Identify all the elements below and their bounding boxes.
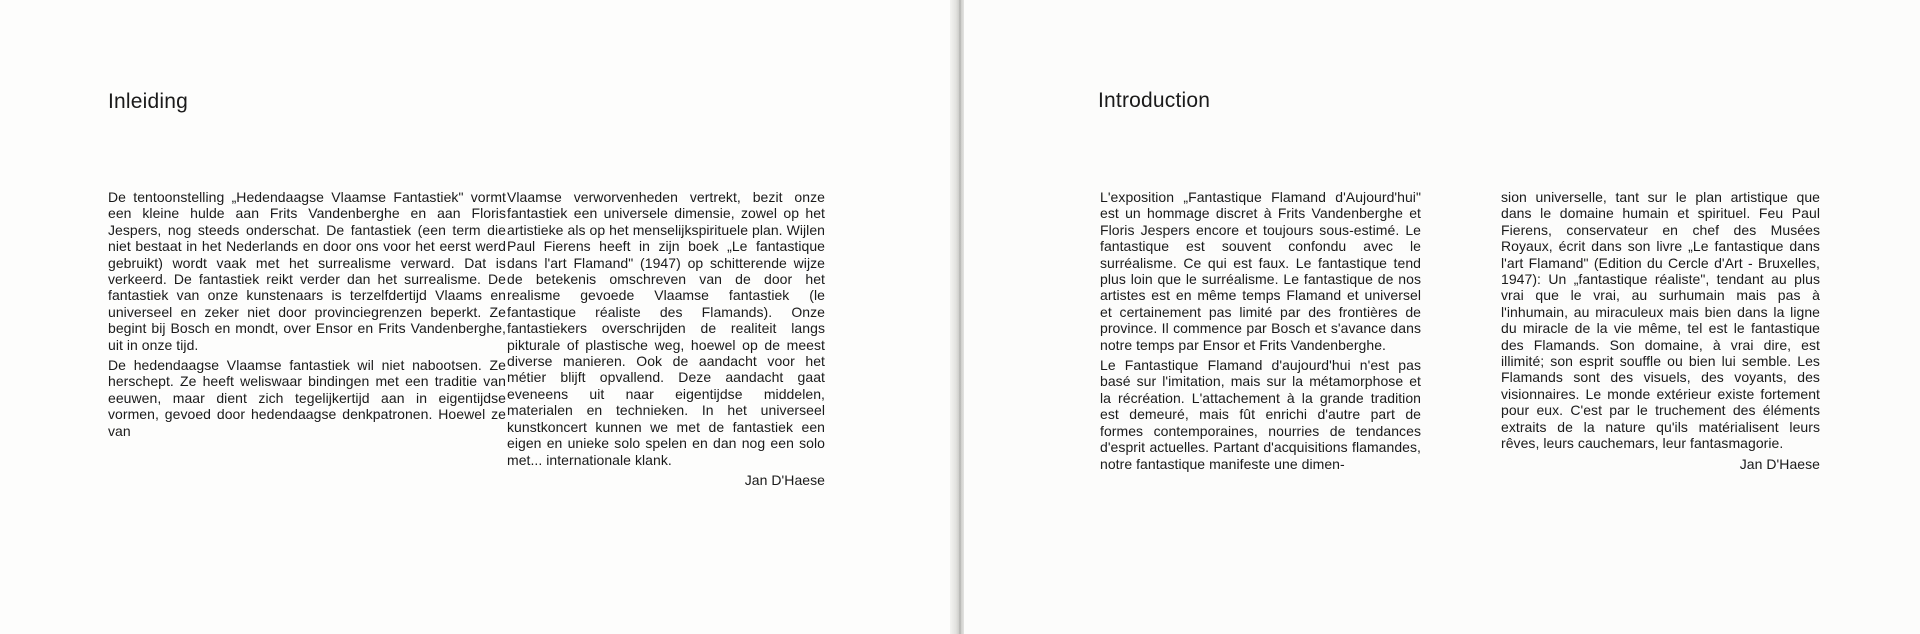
paragraph: Vlaamse verworvenheden vertrekt, bezit onze fantastiek een universele dimensie, zowel op het artistieke als op het menselijkspirituele plan. Wijlen Paul Fierens heeft in zijn boek „Le fantastique dans l'art Flamand" (1947) op schitterende wijze de betekenis omschreven van de door het realisme gevoede Vlaamse fantastiek (le fantastique réaliste des Flamands). Onze fantastiekers overschrijden de realiteit langs pikturale of plastische weg, hoewel op de meest diverse manieren. Ook de aandacht voor het métier blijft opvallend. Deze aandacht gaat eveneens uit naar eigentijdse middelen, materialen en technieken. In het universeel kunstkoncert kunnen we met de fantastiek een eigen en unieke solo spelen en dan nog een solo met... internationale klank. [507,189,825,468]
paragraph: Le Fantastique Flamand d'aujourd'hui n'est pas basé sur l'imitation, mais sur la métamorphose et la récréation. L'attachement à la grande tradition est demeuré, mais fût enrichi d'autre part de formes contemporaines, nourries de tendances d'esprit actuelles. Partant d'acquisitions flamandes, notre fantastique manifeste une dimen- [1100,357,1421,472]
text-column-2 [1501,189,1820,472]
page-title: Introduction [1098,89,1211,112]
page-title: Inleiding [108,90,189,113]
left-page [0,0,956,634]
paragraph: De tentoonstelling „Hedendaagse Vlaamse Fantastiek" vormt een kleine hulde aan Frits Vandenberghe en aan Floris Jespers, nog steeds onderschat. De fantastiek (een term die niet bestaat in het Nederlands en door ons voor het eerst werd gebruikt) wordt vaak met het surrealisme verward. Dat is verkeerd. De fantastiek reikt verder dan het surrealisme. De fantastiek van onze kunstenaars is terzelfdertijd Vlaams en universeel en zeker niet door provinciegrenzen beperkt. Ze begint bij Bosch en mondt, over Ensor en Frits Vandenberghe, uit in onze tijd. [108,189,506,353]
right-page [964,0,1920,634]
text-column-1 [1100,189,1421,476]
author-signature: Jan D'Haese [744,471,825,488]
paragraph: sion universelle, tant sur le plan artistique que dans le domaine humain et spirituel. Feu Paul Fierens, conservateur en chef des Musées Royaux, écrit dans son livre „Le fantastique dans l'art Flamand" (Edition du Cercle d'Art - Bruxelles, 1947): Un „fantastique réaliste", tendant au plus vrai que le vrai, au surhumain mais pas à l'inhumain, au miraculeux mais bien dans la ligne du miracle de la vie même, tel est le fantastique des Flamands. Son domaine, à vrai dire, est illimité; son esprit souffle ou bien lui semble. Les Flamands sont des visuels, des voyants, des visionnaires. Le monde extérieur existe fortement pour eux. C'est par le truchement des éléments extraits de la nature qu'ils matérialisent leurs rêves, leurs cauchemars, leur fantasmagorie. [1501,189,1820,452]
text-column-1 [108,189,506,443]
paragraph: De hedendaagse Vlaamse fantastiek wil niet nabootsen. Ze herschept. Ze heeft weliswaar bindingen met een traditie van eeuwen, maar dient zich tegelijkertijd aan in eigentijdse vormen, gevoed door hedendaagse denkpatronen. Hoewel ze van [108,357,506,439]
author-signature: Jan D'Haese [1739,455,1820,472]
text-column-2 [507,189,825,488]
paragraph: L'exposition „Fantastique Flamand d'Aujourd'hui" est un hommage discret à Frits Vandenberghe et Floris Jespers encore et toujours sous-estimé. Le fantastique est souvent confondu avec le surréalisme. Ce qui est faux. Le fantastique tend plus loin que le surréalisme. Le fantastique de nos artistes est en même temps Flamand et universel et certainement pas limité par des frontières de province. Il commence par Bosch et s'avance dans notre temps par Ensor et Frits Vandenberghe. [1100,189,1421,353]
